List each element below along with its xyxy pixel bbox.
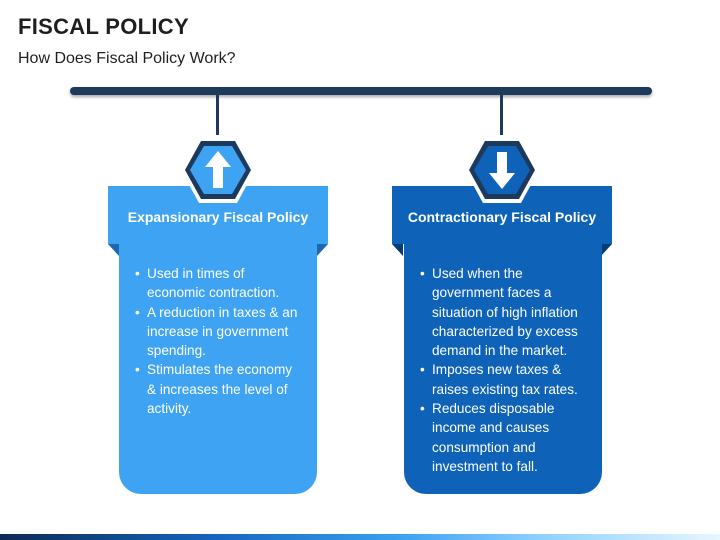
card-title-contractionary: Contractionary Fiscal Policy [407, 209, 597, 225]
card-body-expansionary [119, 244, 317, 494]
bullet-item: • Imposes new taxes & raises existing tax rates. [420, 360, 588, 399]
stem-right [500, 95, 503, 135]
bullet-item: • Stimulates the economy & increases the level of activity. [135, 360, 303, 418]
card-body-contractionary [404, 244, 602, 494]
card-title-expansionary: Expansionary Fiscal Policy [127, 209, 309, 225]
bullet-item: • Used when the government faces a situation of high inflation characterized by excess demand in the market. [420, 264, 588, 360]
timeline-bar [70, 87, 652, 95]
stem-left [216, 95, 219, 135]
page-subtitle: How Does Fiscal Policy Work? [18, 50, 236, 67]
bullet-item: • Reduces disposable income and causes consumption and investment to fall. [420, 399, 588, 476]
arrow-down-icon [464, 132, 540, 208]
bullet-item: • Used in times of economic contraction. [135, 264, 303, 303]
bullet-item: • A reduction in taxes & an increase in government spending. [135, 303, 303, 361]
page-title: FISCAL POLICY [18, 14, 189, 39]
footer-gradient-bar [0, 534, 720, 540]
arrow-up-icon [180, 132, 256, 208]
